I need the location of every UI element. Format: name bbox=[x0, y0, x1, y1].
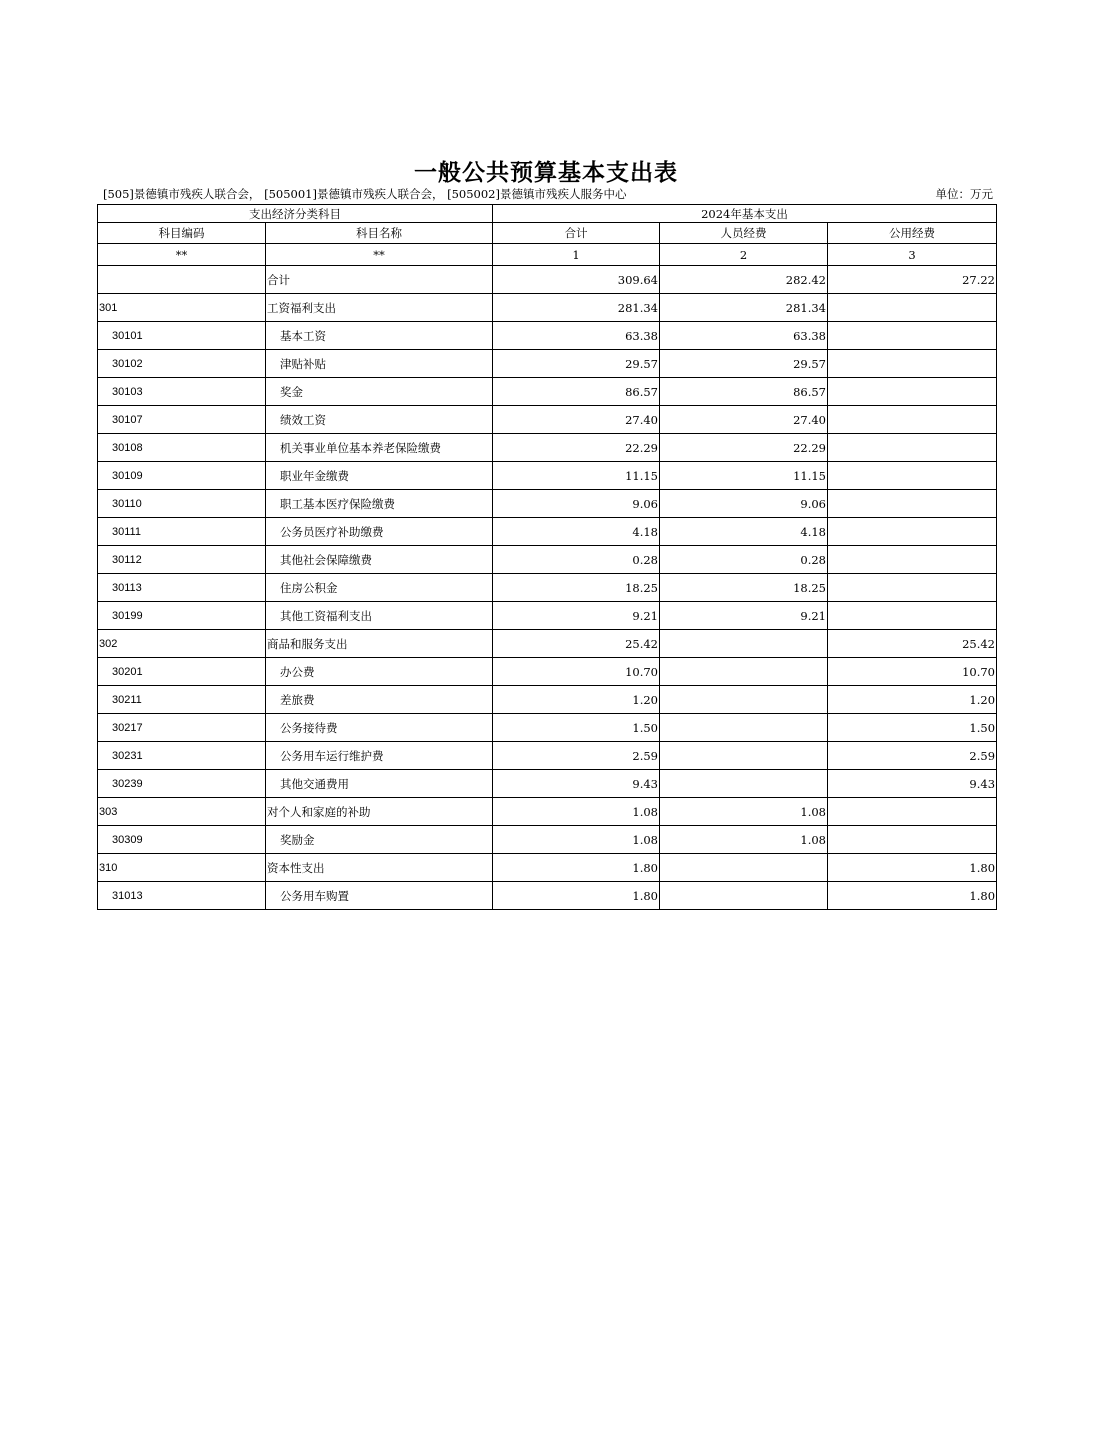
row-total: 1.80 bbox=[493, 882, 660, 910]
index-code: ** bbox=[98, 244, 266, 266]
row-public bbox=[828, 574, 997, 602]
row-public bbox=[828, 406, 997, 434]
row-name: 其他交通费用 bbox=[266, 770, 493, 798]
table-row bbox=[98, 742, 997, 770]
row-public: 25.42 bbox=[828, 630, 997, 658]
row-name: 奖金 bbox=[266, 378, 493, 406]
row-name: 奖励金 bbox=[266, 826, 493, 854]
row-total: 27.40 bbox=[493, 406, 660, 434]
row-personnel: 281.34 bbox=[660, 294, 828, 322]
row-total: 25.42 bbox=[493, 630, 660, 658]
index-name: ** bbox=[266, 244, 493, 266]
unit-label: 单位：万元 bbox=[935, 187, 993, 201]
row-code: 302 bbox=[98, 630, 266, 658]
row-total: 9.06 bbox=[493, 490, 660, 518]
row-name: 差旅费 bbox=[266, 686, 493, 714]
table-row bbox=[98, 294, 997, 322]
table-row bbox=[98, 462, 997, 490]
row-personnel bbox=[660, 882, 828, 910]
row-name: 其他社会保障缴费 bbox=[266, 546, 493, 574]
row-total: 281.34 bbox=[493, 294, 660, 322]
row-name: 对个人和家庭的补助 bbox=[266, 798, 493, 826]
row-public bbox=[828, 378, 997, 406]
row-name: 其他工资福利支出 bbox=[266, 602, 493, 630]
row-total: 1.08 bbox=[493, 798, 660, 826]
row-public bbox=[828, 294, 997, 322]
row-personnel: 11.15 bbox=[660, 462, 828, 490]
row-total: 1.08 bbox=[493, 826, 660, 854]
header-group-right: 2024年基本支出 bbox=[493, 205, 997, 223]
unit-subtitle: [505]景德镇市残疾人联合会， [505001]景德镇市残疾人联合会， [505002]景德镇市残疾人服务中心 bbox=[103, 187, 627, 201]
row-code: 30101 bbox=[98, 322, 266, 350]
table-row bbox=[98, 714, 997, 742]
header-code: 科目编码 bbox=[98, 223, 266, 244]
row-personnel: 27.40 bbox=[660, 406, 828, 434]
row-name: 机关事业单位基本养老保险缴费 bbox=[266, 434, 493, 462]
row-personnel bbox=[660, 742, 828, 770]
row-personnel: 282.42 bbox=[660, 266, 828, 294]
table-row bbox=[98, 854, 997, 882]
row-total: 86.57 bbox=[493, 378, 660, 406]
row-personnel: 18.25 bbox=[660, 574, 828, 602]
table-row bbox=[98, 434, 997, 462]
row-code: 30102 bbox=[98, 350, 266, 378]
table-row bbox=[98, 350, 997, 378]
page-title: 一般公共预算基本支出表 bbox=[414, 159, 678, 186]
row-code: 30239 bbox=[98, 770, 266, 798]
row-total: 10.70 bbox=[493, 658, 660, 686]
row-code: 30107 bbox=[98, 406, 266, 434]
row-public: 1.20 bbox=[828, 686, 997, 714]
row-total: 63.38 bbox=[493, 322, 660, 350]
row-name: 合计 bbox=[266, 266, 493, 294]
row-name: 公务接待费 bbox=[266, 714, 493, 742]
table-row bbox=[98, 574, 997, 602]
row-personnel: 1.08 bbox=[660, 798, 828, 826]
row-personnel: 29.57 bbox=[660, 350, 828, 378]
row-public bbox=[828, 602, 997, 630]
row-public: 1.80 bbox=[828, 882, 997, 910]
row-personnel bbox=[660, 714, 828, 742]
table-row bbox=[98, 826, 997, 854]
row-name: 津贴补贴 bbox=[266, 350, 493, 378]
header-index-row bbox=[98, 244, 997, 266]
row-public bbox=[828, 546, 997, 574]
table-row bbox=[98, 658, 997, 686]
row-personnel: 63.38 bbox=[660, 322, 828, 350]
row-personnel: 9.06 bbox=[660, 490, 828, 518]
row-personnel: 4.18 bbox=[660, 518, 828, 546]
header-total: 合计 bbox=[493, 223, 660, 244]
expenditure-table bbox=[97, 204, 997, 910]
row-code: 30309 bbox=[98, 826, 266, 854]
header-group-row bbox=[98, 205, 997, 223]
row-personnel: 22.29 bbox=[660, 434, 828, 462]
row-public: 1.80 bbox=[828, 854, 997, 882]
header-personnel: 人员经费 bbox=[660, 223, 828, 244]
table-row bbox=[98, 770, 997, 798]
row-total: 29.57 bbox=[493, 350, 660, 378]
row-name: 办公费 bbox=[266, 658, 493, 686]
row-code: 30113 bbox=[98, 574, 266, 602]
row-name: 商品和服务支出 bbox=[266, 630, 493, 658]
header-group-left: 支出经济分类科目 bbox=[98, 205, 493, 223]
row-public bbox=[828, 322, 997, 350]
row-public bbox=[828, 462, 997, 490]
row-public: 10.70 bbox=[828, 658, 997, 686]
row-public: 1.50 bbox=[828, 714, 997, 742]
row-total: 9.21 bbox=[493, 602, 660, 630]
table-row bbox=[98, 378, 997, 406]
row-public bbox=[828, 826, 997, 854]
table-row bbox=[98, 602, 997, 630]
header-name: 科目名称 bbox=[266, 223, 493, 244]
row-name: 公务用车运行维护费 bbox=[266, 742, 493, 770]
row-code: 303 bbox=[98, 798, 266, 826]
table-row bbox=[98, 630, 997, 658]
row-personnel bbox=[660, 770, 828, 798]
row-personnel bbox=[660, 854, 828, 882]
row-name: 资本性支出 bbox=[266, 854, 493, 882]
row-total: 309.64 bbox=[493, 266, 660, 294]
row-personnel bbox=[660, 630, 828, 658]
row-personnel: 1.08 bbox=[660, 826, 828, 854]
row-total: 22.29 bbox=[493, 434, 660, 462]
row-total: 2.59 bbox=[493, 742, 660, 770]
header-column-row bbox=[98, 223, 997, 244]
table-row bbox=[98, 798, 997, 826]
table-row bbox=[98, 882, 997, 910]
row-personnel bbox=[660, 686, 828, 714]
index-total: 1 bbox=[493, 244, 660, 266]
row-total: 1.50 bbox=[493, 714, 660, 742]
table-body bbox=[98, 266, 997, 910]
row-code: 30211 bbox=[98, 686, 266, 714]
row-personnel: 0.28 bbox=[660, 546, 828, 574]
row-total: 1.80 bbox=[493, 854, 660, 882]
row-total: 18.25 bbox=[493, 574, 660, 602]
row-total: 1.20 bbox=[493, 686, 660, 714]
row-public: 27.22 bbox=[828, 266, 997, 294]
index-personnel: 2 bbox=[660, 244, 828, 266]
row-code bbox=[98, 266, 266, 294]
table-row bbox=[98, 490, 997, 518]
row-public: 2.59 bbox=[828, 742, 997, 770]
header-public: 公用经费 bbox=[828, 223, 997, 244]
row-code: 301 bbox=[98, 294, 266, 322]
row-name: 住房公积金 bbox=[266, 574, 493, 602]
row-public bbox=[828, 798, 997, 826]
row-name: 工资福利支出 bbox=[266, 294, 493, 322]
row-name: 公务用车购置 bbox=[266, 882, 493, 910]
row-name: 基本工资 bbox=[266, 322, 493, 350]
row-name: 公务员医疗补助缴费 bbox=[266, 518, 493, 546]
row-code: 30112 bbox=[98, 546, 266, 574]
table-row bbox=[98, 266, 997, 294]
row-code: 30103 bbox=[98, 378, 266, 406]
row-total: 4.18 bbox=[493, 518, 660, 546]
row-code: 30109 bbox=[98, 462, 266, 490]
row-code: 30111 bbox=[98, 518, 266, 546]
index-public: 3 bbox=[828, 244, 997, 266]
table-row bbox=[98, 518, 997, 546]
row-personnel: 86.57 bbox=[660, 378, 828, 406]
row-name: 职业年金缴费 bbox=[266, 462, 493, 490]
row-code: 310 bbox=[98, 854, 266, 882]
row-public bbox=[828, 490, 997, 518]
row-code: 30231 bbox=[98, 742, 266, 770]
row-public bbox=[828, 518, 997, 546]
row-public bbox=[828, 434, 997, 462]
row-code: 30201 bbox=[98, 658, 266, 686]
row-code: 30108 bbox=[98, 434, 266, 462]
table-row bbox=[98, 546, 997, 574]
row-code: 30110 bbox=[98, 490, 266, 518]
row-public bbox=[828, 350, 997, 378]
row-code: 30199 bbox=[98, 602, 266, 630]
row-total: 0.28 bbox=[493, 546, 660, 574]
row-total: 9.43 bbox=[493, 770, 660, 798]
row-name: 职工基本医疗保险缴费 bbox=[266, 490, 493, 518]
row-code: 31013 bbox=[98, 882, 266, 910]
row-personnel: 9.21 bbox=[660, 602, 828, 630]
row-name: 绩效工资 bbox=[266, 406, 493, 434]
row-total: 11.15 bbox=[493, 462, 660, 490]
row-personnel bbox=[660, 658, 828, 686]
table-row bbox=[98, 686, 997, 714]
table-row bbox=[98, 406, 997, 434]
row-code: 30217 bbox=[98, 714, 266, 742]
row-public: 9.43 bbox=[828, 770, 997, 798]
table-row bbox=[98, 322, 997, 350]
